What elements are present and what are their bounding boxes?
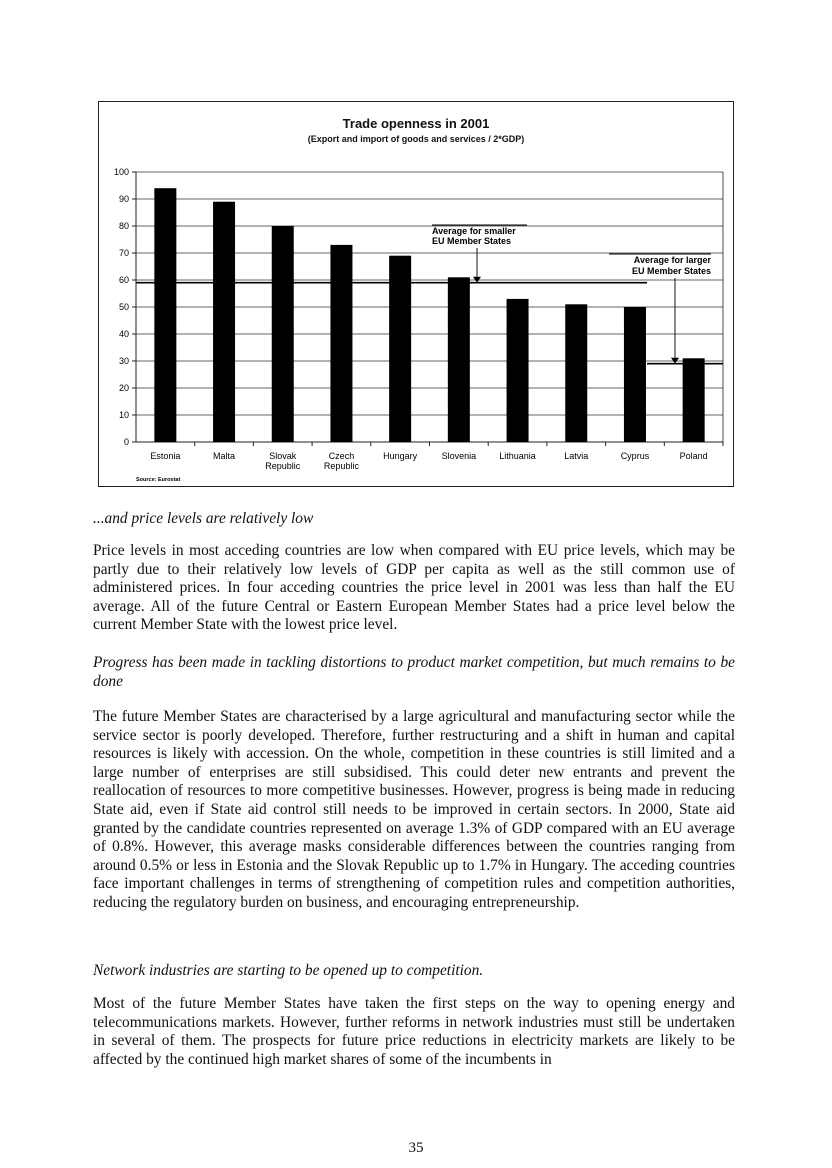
- bar: [330, 245, 352, 442]
- x-tick-label: Republic: [265, 461, 301, 471]
- section-heading-network-industries: Network industries are starting to be opened up to competition.: [93, 962, 484, 979]
- section-heading-competition: Progress has been made in tackling distortions to product market competition, but much remains to be done: [93, 654, 735, 690]
- annotation-label-smaller: Average for smaller: [432, 226, 516, 236]
- bar: [507, 299, 529, 442]
- chart-subtitle: (Export and import of goods and services / 2*GDP): [307, 134, 525, 144]
- y-tick-label: 80: [118, 221, 129, 231]
- bar: [389, 256, 411, 442]
- bar: [213, 202, 235, 442]
- bar: [624, 307, 646, 442]
- y-tick-label: 10: [118, 410, 129, 420]
- y-tick-label: 40: [118, 329, 129, 339]
- trade-openness-chart: [98, 101, 734, 487]
- x-tick-label: Cyprus: [620, 451, 650, 461]
- x-tick-label: Slovenia: [441, 451, 477, 461]
- section-heading-price-levels: ...and price levels are relatively low: [93, 510, 314, 527]
- x-tick-label: Latvia: [564, 451, 589, 461]
- section-paragraph-price-levels: Price levels in most acceding countries are low when compared with EU price levels, which may be partly due to their relatively low levels of GDP per capita as well as the still common use of administered prices. In four acceding countries the price level in 2001 was less than half the EU average. All of the future Central or Eastern European Member States had a price level below the current Member State with the lowest price level.: [93, 542, 735, 634]
- x-tick-label: Malta: [213, 451, 236, 461]
- bar: [448, 277, 470, 442]
- x-tick-label: Lithuania: [499, 451, 536, 461]
- page-number: 35: [408, 1140, 424, 1156]
- x-tick-label: Czech: [328, 451, 355, 461]
- chart-title: Trade openness in 2001: [342, 116, 490, 131]
- x-tick-label: Republic: [323, 461, 359, 471]
- section-paragraph-competition: The future Member States are characterised by a large agricultural and manufacturing sector while the service sector is poorly developed. Therefore, further restructuring and a shift in human and capital resources is likely with accession. On the whole, competition in these countries is still limited and a large number of enterprises are still subsidised. This could deter new entrants and prevent the reallocation of resources to more competitive businesses. However, progress is being made in reducing State aid, even if State aid control still needs to be improved in certain sectors. In 2000, State aid granted by the candidate countries represented on average 1.3% of GDP compared with an EU average of 0.8%. However, this average masks considerable differences between the countries ranging from around 0.5% or less in Estonia and the Slovak Republic up to 1.7% in Hungary. The acceding countries face important challenges in terms of strengthening of competition rules and competition authorities, reducing the regulatory burden on business, and encouraging entrepreneurship.: [93, 708, 735, 911]
- bar: [272, 226, 294, 442]
- x-tick-label: Hungary: [383, 451, 418, 461]
- bar: [565, 304, 587, 442]
- x-tick-label: Poland: [679, 451, 708, 461]
- annotation-label-larger: EU Member States: [631, 266, 711, 276]
- annotation-label-larger: Average for larger: [633, 255, 711, 265]
- bar: [154, 188, 176, 442]
- y-tick-label: 50: [118, 302, 129, 312]
- bar: [683, 358, 705, 442]
- x-tick-label: Estonia: [150, 451, 181, 461]
- section-paragraph-network-industries: Most of the future Member States have taken the first steps on the way to opening energy and telecommunications markets. However, further reforms in network industries must still be undertaken in several of them. The prospects for future price reductions in electricity markets are likely to be affected by the continued high market shares of some of the incumbents in: [93, 995, 735, 1068]
- y-tick-label: 100: [113, 167, 129, 177]
- chart-plot: [99, 102, 733, 486]
- y-tick-label: 20: [118, 383, 129, 393]
- y-tick-label: 0: [123, 437, 129, 447]
- y-tick-label: 70: [118, 248, 129, 258]
- y-tick-label: 90: [118, 194, 129, 204]
- x-tick-label: Slovak: [269, 451, 297, 461]
- annotation-label-smaller: EU Member States: [432, 236, 512, 246]
- y-tick-label: 60: [118, 275, 129, 285]
- y-tick-label: 30: [118, 356, 129, 366]
- chart-source: Source: Eurostat: [136, 477, 181, 483]
